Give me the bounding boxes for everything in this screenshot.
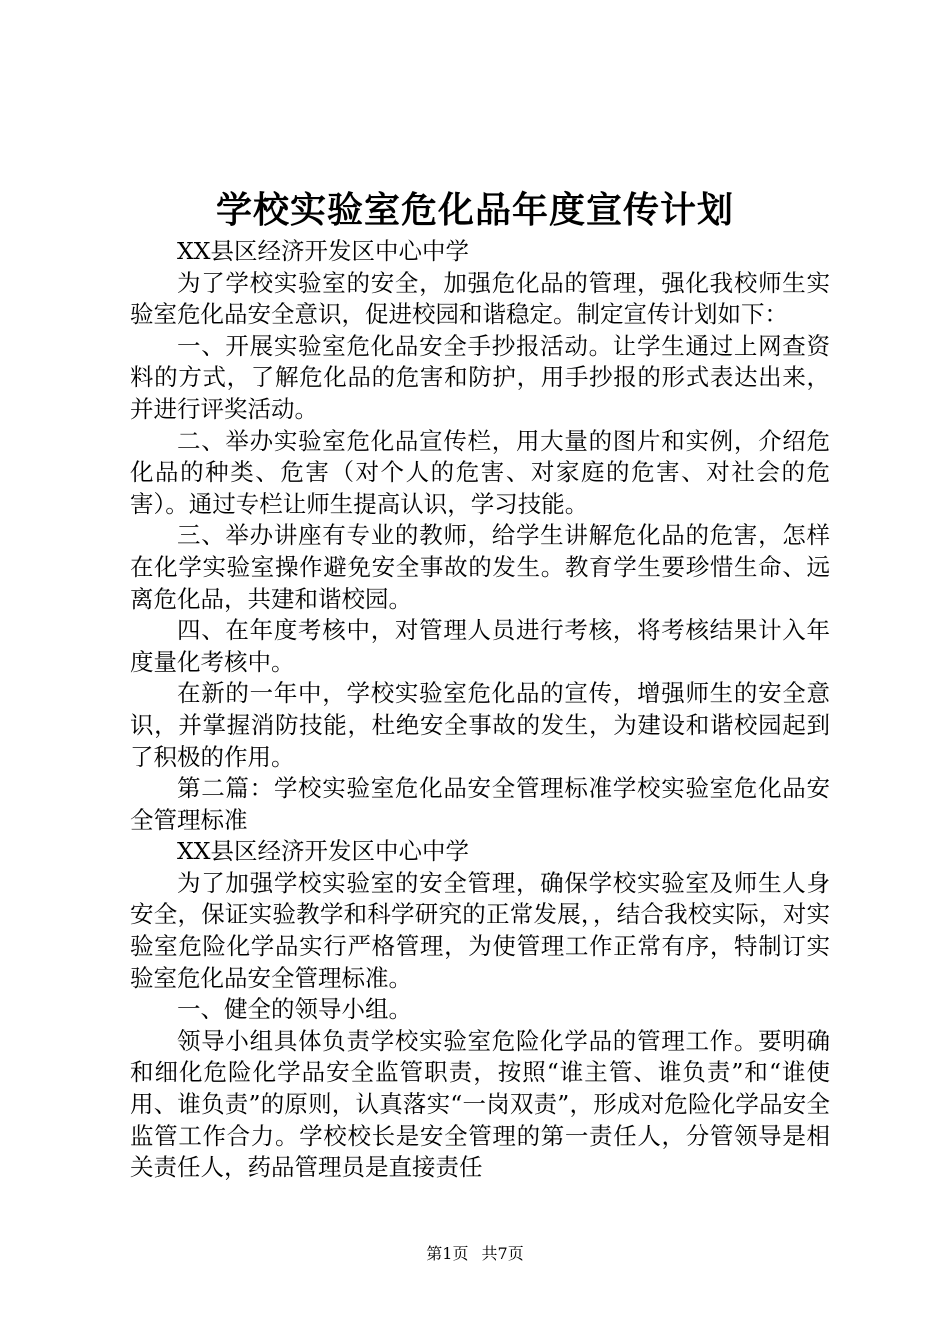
body-paragraph: 四、在年度考核中，对管理人员进行考核，将考核结果计入年度量化考核中。 (130, 616, 830, 676)
page-footer (0, 1243, 950, 1265)
body-paragraph: 二、举办实验室危化品宣传栏，用大量的图片和实例，介绍危化品的种类、危害（对个人的危害、对家庭的危害、对社会的危害）。通过专栏让师生提高认识，学习技能。 (130, 426, 830, 518)
page-total: 共7页 (481, 1244, 524, 1263)
section-heading: 第二篇：学校实验室危化品安全管理标准学校实验室危化品安全管理标准 (130, 774, 830, 834)
body-paragraph: 三、举办讲座有专业的教师，给学生讲解危化品的危害，怎样在化学实验室操作避免安全事故的发生。教育学生要珍惜生命、远离危化品，共建和谐校园。 (130, 521, 830, 613)
subsection-heading: 一、健全的领导小组。 (177, 995, 412, 1024)
school-name-line: XX县区经济开发区中心中学 (177, 837, 469, 866)
document-title: 学校实验室危化品年度宣传计划 (215, 189, 734, 231)
body-paragraph: 为了加强学校实验室的安全管理，确保学校实验室及师生人身安全，保证实验教学和科学研究的正常发展，，结合我校实际，对实验室危险化学品实行严格管理，为使管理工作正常有序，特制订实验室危化品安全管理标准。 (130, 868, 830, 992)
body-paragraph: 一、开展实验室危化品安全手抄报活动。让学生通过上网查资料的方式，了解危化品的危害和防护，用手抄报的形式表达出来，并进行评奖活动。 (130, 331, 830, 423)
page-number: 第1页 (426, 1244, 469, 1263)
body-paragraph: 为了学校实验室的安全，加强危化品的管理，强化我校师生实验室危化品安全意识，促进校园和谐稳定。制定宣传计划如下： (130, 268, 830, 329)
document-body (130, 236, 830, 1184)
school-name-line: XX县区经济开发区中心中学 (177, 237, 469, 265)
body-paragraph: 领导小组具体负责学校实验室危险化学品的管理工作。要明确和细化危险化学品安全监管职责，按照“谁主管、谁负责”和“谁使用、谁负责”的原则，认真落实“一岗双责”，形成对危险化学品安全监管工作合力。学校校长是安全管理的第一责任人，分管领导是相关责任人，药品管理员是直接责任 (130, 1026, 830, 1182)
body-paragraph: 在新的一年中，学校实验室危化品的宣传，增强师生的安全意识，并掌握消防技能，杜绝安全事故的发生，为建设和谐校园起到了积极的作用。 (130, 679, 830, 771)
